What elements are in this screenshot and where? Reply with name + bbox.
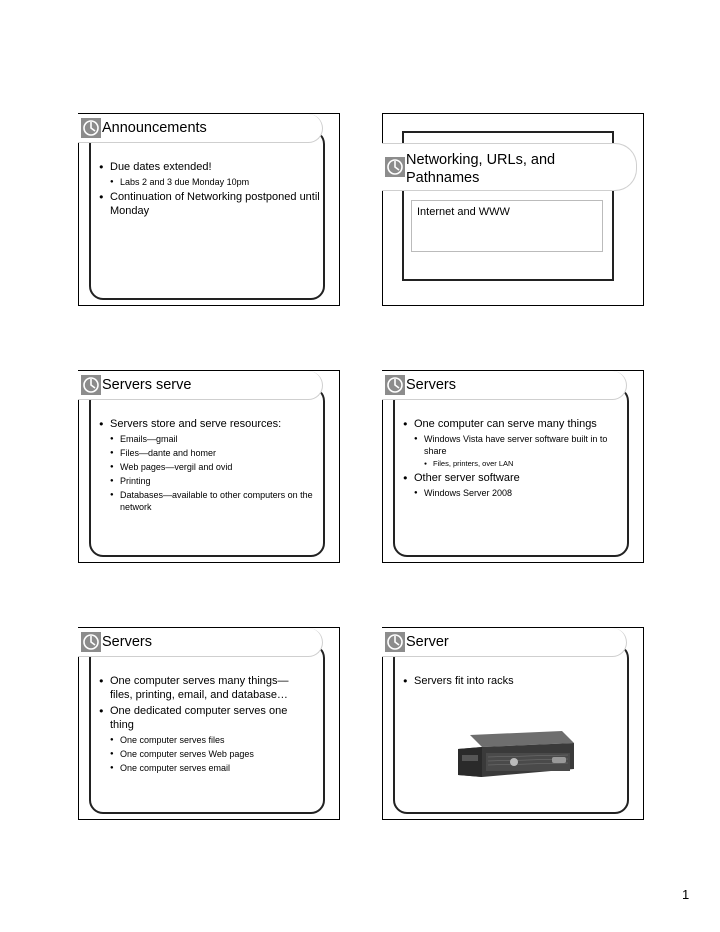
bullet-item: ● Continuation of Networking postponed until Monday (99, 190, 321, 218)
clock-logo-icon (81, 118, 101, 138)
page-number: 1 (682, 887, 690, 902)
bullet-item: ● Emails—gmail (99, 433, 321, 445)
slide-title: Announcements (102, 120, 207, 136)
slide-title-bar (382, 371, 627, 400)
bullet-item: ● One computer serves Web pages (99, 748, 299, 760)
slide-title: Servers serve (102, 377, 192, 393)
slide-3-servers-serve (78, 370, 340, 563)
bullet-item: ● One dedicated computer serves one thing (99, 704, 299, 732)
bullet-list (99, 160, 321, 220)
slide-5-servers (78, 627, 340, 820)
clock-logo-icon (385, 632, 405, 652)
slide-title-bar (78, 371, 323, 400)
slide-title: Networking, URLs, and Pathnames (406, 152, 556, 186)
bullet-item: ● Other server software (403, 471, 625, 485)
slide-title: Server (406, 634, 449, 650)
bullet-item: ● Due dates extended! (99, 160, 321, 174)
slide-2-networking (382, 113, 644, 306)
bullet-item: ● One computer serves email (99, 762, 299, 774)
clock-logo-icon (81, 375, 101, 395)
slide-title: Servers (406, 377, 456, 393)
bullet-list (99, 417, 321, 515)
bullet-item: ● Windows Server 2008 (403, 487, 625, 499)
clock-logo-icon (81, 632, 101, 652)
slide-1-announcements (78, 113, 340, 306)
slide-title-bar (382, 628, 627, 657)
bullet-item: ● Files, printers, over LAN (403, 459, 625, 469)
bullet-item: ● Web pages—vergil and ovid (99, 461, 321, 473)
slide-title-bar (78, 628, 323, 657)
slide-6-server (382, 627, 644, 820)
bullet-item: ● Servers fit into racks (403, 674, 625, 688)
bullet-item: ● One computer can serve many things (403, 417, 625, 431)
clock-logo-icon (385, 157, 405, 177)
bullet-item: ● Files—dante and homer (99, 447, 321, 459)
bullet-item: ● One computer serves many things—files, printing, email, and database… (99, 674, 299, 702)
bullet-list (403, 417, 625, 501)
bullet-item: ● Windows Vista have server software built in to share (403, 433, 625, 457)
slide-subtitle: Internet and WWW (417, 206, 510, 218)
subtitle-box (411, 200, 603, 252)
slide-title: Servers (102, 634, 152, 650)
slide-title-bar (382, 143, 637, 191)
bullet-list (99, 674, 299, 776)
bullet-item: ● Databases—available to other computers on the network (99, 489, 321, 513)
bullet-item: ● Printing (99, 475, 321, 487)
bullet-item: ● Servers store and serve resources: (99, 417, 321, 431)
slide-title-bar (78, 114, 323, 143)
bullet-item: ● One computer serves files (99, 734, 299, 746)
clock-logo-icon (385, 375, 405, 395)
bullet-list (403, 674, 625, 690)
rack-server-image (456, 729, 576, 787)
bullet-item: ● Labs 2 and 3 due Monday 10pm (99, 176, 321, 188)
slide-4-servers (382, 370, 644, 563)
